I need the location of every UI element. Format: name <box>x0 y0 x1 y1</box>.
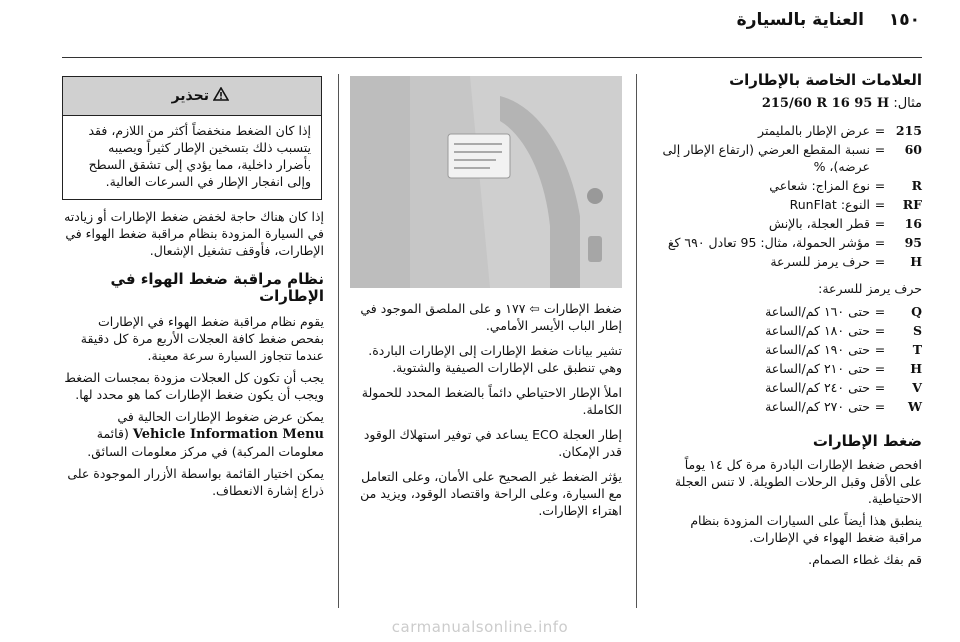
left-column <box>62 208 324 504</box>
page-number: ١٥٠ <box>888 10 920 30</box>
table-row: R = نوع المزاج: شعاعي <box>769 178 922 193</box>
watermark: carmanualsonline.info <box>391 618 569 636</box>
example-label: مثال: <box>893 96 922 111</box>
warning-text: إذا كان الضغط منخفضاً أكثر من اللازم، فقد يتسبب ذلك بتسخين الإطار كثيراً ويصيبه بأضرار داخلية، مما يؤدي إلى تشقق السطح وإلى انفجار الإطار في السرعات العالية. <box>88 123 311 189</box>
tire-pressure-title: ضغط الإطارات <box>812 432 922 450</box>
tire-markings-title: العلامات الخاصة بالإطارات <box>729 71 922 89</box>
speed-table <box>660 303 922 417</box>
warning-box <box>62 76 322 200</box>
warning-title: تحذير <box>171 88 209 104</box>
header-divider <box>62 57 922 58</box>
left-paragraph-3: يجب أن تكون كل العجلات مزودة بمجسات الضغط ويجب أن يكون ضغط الإطارات كما هو محدد لها. <box>64 370 324 402</box>
page-title: العناية بالسيارة <box>736 10 864 30</box>
middle-column <box>350 300 622 527</box>
tpms-title: نظام مراقبة ضغط الهواء في الإطارات <box>110 270 324 305</box>
left-paragraph-5: يمكن اختيار القائمة بواسطة الأزرار الموجودة على ذراع إشارة الانعطاف. <box>67 466 324 498</box>
column-divider-right <box>636 74 637 608</box>
left-paragraph-1: إذا كان هناك حاجة لخفض ضغط الإطارات أو زيادته في السيارة المزودة بنظام مراقبة ضغط الهواء في الإطارات، فأوقف تشغيل الإشعال. <box>64 209 324 258</box>
vehicle-info-menu-label: Vehicle Information Menu <box>132 427 324 442</box>
right-column <box>660 72 922 573</box>
middle-paragraph-5: يؤثر الضغط غير الصحيح على الأمان، وعلى التعامل مع السيارة، وعلى الراحة واقتصاد الوقود، ويزيد من اهتراء الإطارات. <box>360 469 622 518</box>
table-row: H = حرف يرمز للسرعة <box>770 254 922 269</box>
door-frame-photo <box>350 76 622 288</box>
table-row: H = حتى ٢١٠ كم/الساعة <box>765 361 922 376</box>
tire-code-table <box>660 122 922 272</box>
middle-paragraph-4: إطار العجلة ECO يساعد في توفير استهلاك الوقود قدر الإمكان. <box>363 427 622 459</box>
warning-header <box>63 77 321 116</box>
table-row: 60 = نسبة المقطع العرضي (ارتفاع الإطار إلى عرضه)، % <box>662 142 922 174</box>
pressure-paragraph-3: قم بفك غطاء الصمام. <box>808 552 922 567</box>
left-paragraph-2: يقوم نظام مراقبة ضغط الهواء في الإطارات بفحص ضغط كافة العجلات الأربع مرة كل دقيقة عندما تتجاوز السيارة سرعة معينة. <box>80 314 324 363</box>
table-row: S = حتى ١٨٠ كم/الساعة <box>765 323 922 338</box>
door-frame-illustration <box>350 76 622 288</box>
page-header <box>0 0 960 48</box>
middle-paragraph-2: تشير بيانات ضغط الإطارات إلى الإطارات الباردة. وهي تنطبق على الإطارات الصيفية والشتوية. <box>368 343 622 375</box>
pressure-paragraph-1: افحص ضغط الإطارات البادرة مرة كل ١٤ يوماً على الأقل وقبل الرحلات الطويلة. لا تنس العجلة الاحتياطية. <box>674 457 922 506</box>
table-row: W = حتى ٢٧٠ كم/الساعة <box>765 399 922 414</box>
speed-intro: حرف يرمز للسرعة: <box>818 281 922 296</box>
table-row: 16 = قطر العجلة، بالإنش <box>768 216 922 231</box>
middle-paragraph-1: ضغط الإطارات ⇦ ١٧٧ و على الملصق الموجود في إطار الباب الأيسر الأمامي. <box>360 301 622 333</box>
table-row: 95 = مؤشر الحمولة، مثال: 95 تعادل ٦٩٠ كغ <box>667 235 922 250</box>
table-row: RF = النوع: RunFlat <box>789 197 922 212</box>
middle-paragraph-3: املأ الإطار الاحتياطي دائماً بالضغط المحدد للحمولة الكاملة. <box>361 385 622 417</box>
table-row: Q = حتى ١٦٠ كم/الساعة <box>765 304 922 319</box>
table-row: T = حتى ١٩٠ كم/الساعة <box>765 342 922 357</box>
left-paragraph-4: يمكن عرض ضغوط الإطارات الحالية في Vehicle Information Menu (قائمة معلومات المركبة) في مركز معلومات السائق. <box>87 409 324 459</box>
pressure-paragraph-2: ينطبق هذا أيضاً على السيارات المزودة بنظام مراقبة ضغط الهواء في الإطارات. <box>690 513 922 545</box>
example-code: 215/60 R 16 95 H <box>761 96 890 111</box>
example-line <box>660 95 922 112</box>
warning-triangle-icon <box>213 87 229 105</box>
table-row: 215 = عرض الإطار بالمليمتر <box>758 123 922 138</box>
table-row: V = حتى ٢٤٠ كم/الساعة <box>765 380 922 395</box>
column-divider-left <box>338 74 339 608</box>
